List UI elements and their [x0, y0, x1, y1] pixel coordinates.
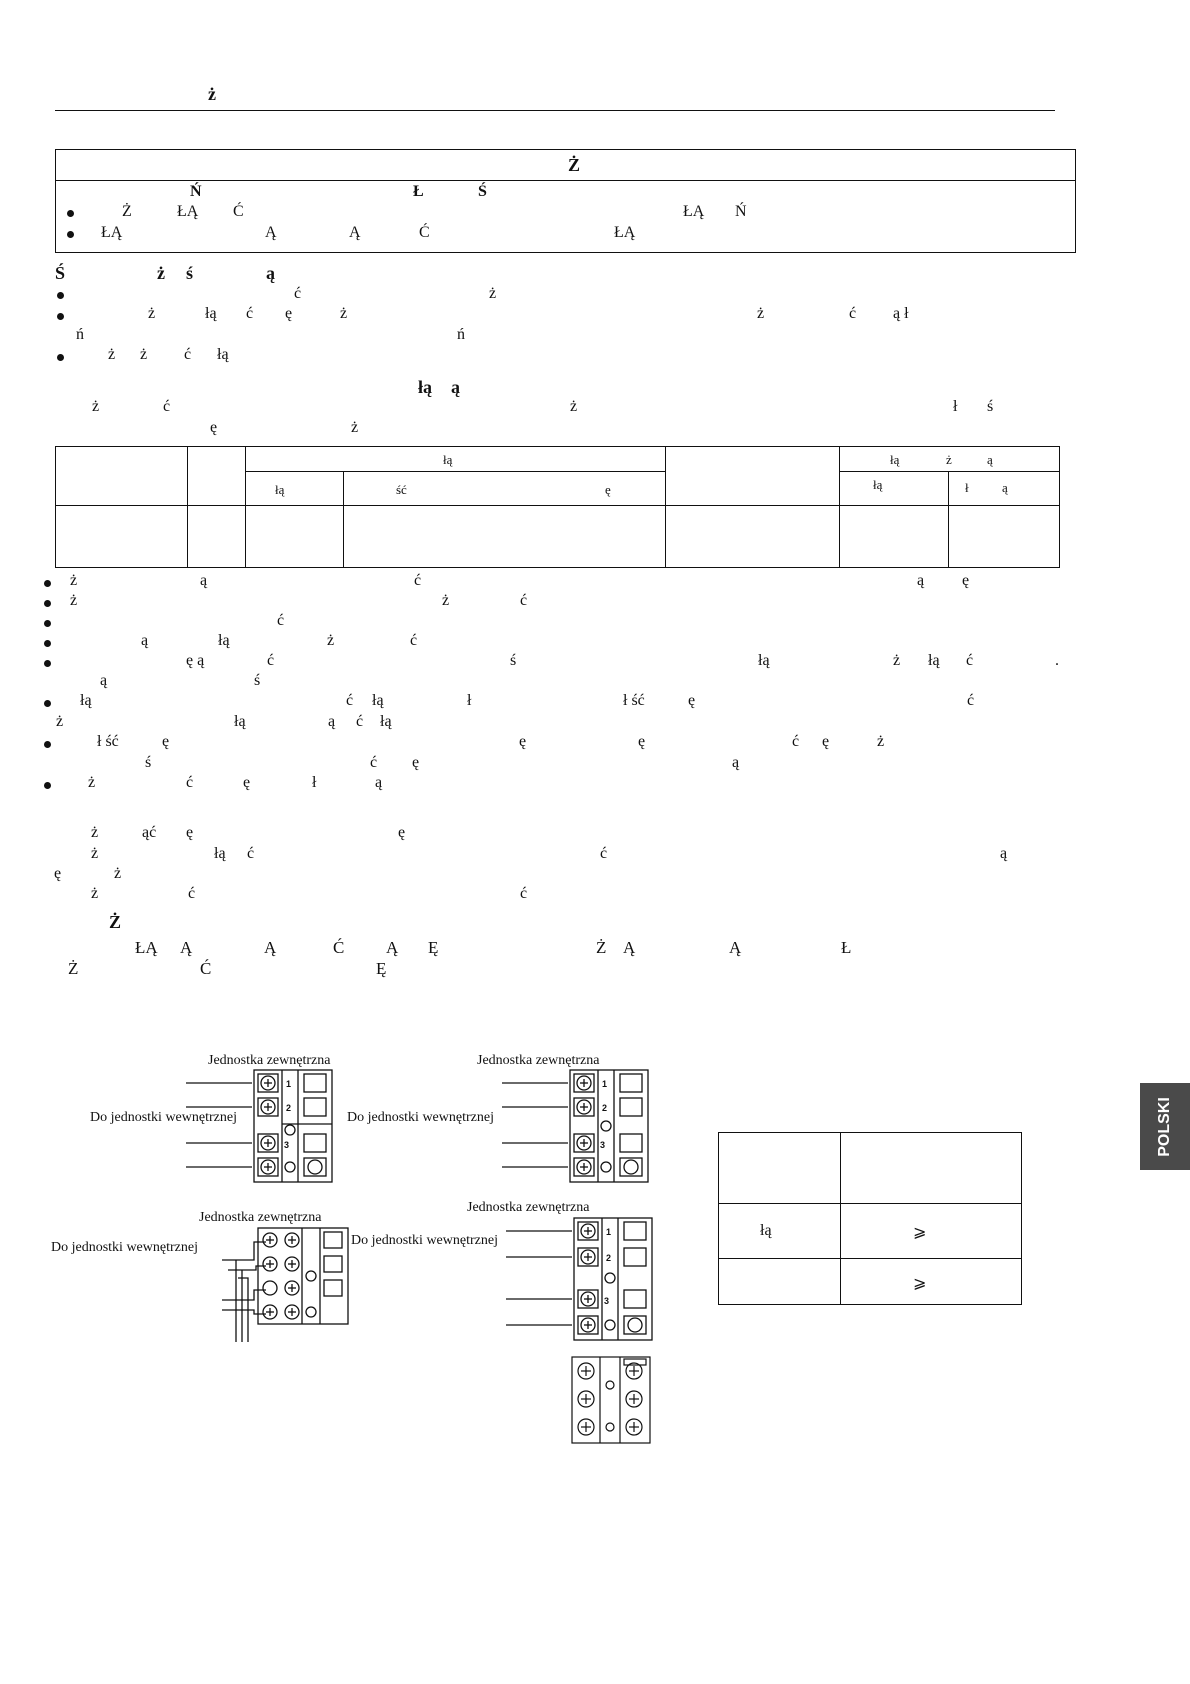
body-text: łą	[205, 305, 217, 322]
terminal-block-diagram	[502, 1068, 652, 1184]
body-text: ś	[254, 672, 261, 689]
body-text: ą	[375, 774, 383, 791]
body-text: ż	[757, 305, 765, 322]
body-text: ć	[184, 346, 192, 363]
warning-text: Ł	[413, 183, 424, 200]
body-text: ś	[987, 398, 994, 415]
warning-box	[55, 149, 1076, 253]
warning-text: Ą	[265, 224, 277, 241]
terminal-block-small-diagram	[568, 1355, 654, 1445]
body-text: ż	[148, 305, 156, 322]
body-text: ż	[114, 865, 122, 882]
body-text: ł	[953, 398, 958, 415]
outdoor-unit-label: Jednostka zewnętrzna	[199, 1210, 322, 1225]
body-text: ć	[277, 612, 285, 629]
body-text: ż	[351, 419, 359, 436]
body-text: ę	[162, 733, 170, 750]
body-text: ę	[822, 733, 830, 750]
body-text: ż	[91, 824, 99, 841]
section-heading: ą	[451, 377, 460, 397]
bullet-dot	[57, 354, 64, 361]
body-text: ą	[328, 713, 336, 730]
bullet-dot	[44, 620, 51, 627]
notice-text: Ą	[623, 938, 636, 957]
body-text: łą	[80, 692, 92, 709]
svg-text:2: 2	[602, 1103, 608, 1113]
body-text: ł	[467, 692, 472, 709]
body-text: ę	[54, 865, 62, 882]
warning-text: Ś	[478, 183, 487, 200]
body-text: ę	[243, 774, 251, 791]
svg-text:1: 1	[606, 1227, 612, 1237]
indoor-unit-label: Do jednostki wewnętrznej	[51, 1240, 198, 1255]
terminal-block-diagram	[218, 1226, 352, 1344]
body-text: ż	[70, 572, 78, 589]
notice-text: Ż	[68, 959, 79, 978]
body-text: ą	[200, 572, 208, 589]
body-text: ł ść	[97, 733, 119, 750]
bullet-dot	[67, 210, 74, 217]
warning-text: ŁĄ	[683, 203, 705, 220]
body-text: łą	[758, 652, 770, 669]
outdoor-unit-label: Jednostka zewnętrzna	[467, 1200, 590, 1215]
body-text: ę	[962, 572, 970, 589]
body-text: ą	[732, 754, 740, 771]
notice-text: Ą	[386, 938, 399, 957]
body-text: ć	[520, 592, 528, 609]
notice-text: Ż	[596, 938, 607, 957]
body-text: ż	[140, 346, 148, 363]
indoor-unit-label: Do jednostki wewnętrznej	[90, 1110, 237, 1125]
body-text: łą	[380, 713, 392, 730]
svg-text:1: 1	[602, 1079, 608, 1089]
body-text: ć	[967, 692, 975, 709]
notice-text: Ę	[376, 959, 387, 978]
body-text: ł	[312, 774, 317, 791]
bullet-dot	[44, 660, 51, 667]
body-text: ż	[489, 285, 497, 302]
body-text: ę	[186, 824, 194, 841]
terminal-block-diagram	[506, 1216, 656, 1344]
section-heading: ą	[266, 263, 275, 283]
body-text: ż	[327, 632, 335, 649]
bullet-dot	[44, 741, 51, 748]
body-text: ż	[70, 592, 78, 609]
body-text: ż	[108, 346, 116, 363]
table-header: ą	[1002, 480, 1008, 495]
table-header: ą	[987, 452, 993, 467]
bullet-dot	[44, 600, 51, 607]
notice-text: Ą	[264, 938, 277, 957]
notice-text: Ą	[180, 938, 193, 957]
body-text: ę	[285, 305, 293, 322]
body-text: ć	[410, 632, 418, 649]
body-text: ż	[570, 398, 578, 415]
body-text: ż	[91, 845, 99, 862]
body-text: ł ść	[623, 692, 645, 709]
body-text: ę	[210, 419, 218, 436]
section-heading: łą	[418, 377, 433, 397]
body-text: ń	[457, 326, 465, 343]
warning-text: Ż	[122, 203, 132, 220]
warning-text: ŁĄ	[101, 224, 123, 241]
body-text: ę ą	[186, 652, 205, 669]
body-text: ń	[76, 326, 84, 343]
body-text: ż	[88, 774, 96, 791]
body-text: ć	[520, 885, 528, 902]
notice-text: Ć	[200, 959, 212, 978]
warning-text: Ń	[190, 183, 202, 200]
body-text: ś	[145, 754, 152, 771]
notice-heading: Ż	[109, 912, 122, 932]
body-text: ą	[917, 572, 925, 589]
table-header: łą	[873, 477, 883, 492]
body-text: ć	[163, 398, 171, 415]
table-header: ść	[396, 482, 407, 497]
table-header: łą	[443, 452, 453, 467]
notice-text: Ą	[729, 938, 742, 957]
body-text: ć	[600, 845, 608, 862]
page-title: ż	[208, 84, 216, 104]
body-text: ć	[246, 305, 254, 322]
body-text: ż	[56, 713, 64, 730]
warning-text: Ń	[735, 203, 747, 220]
body-text: ś	[510, 652, 517, 669]
svg-text:2: 2	[286, 1103, 292, 1113]
body-text: ż	[893, 652, 901, 669]
body-text: ć	[267, 652, 275, 669]
svg-text:3: 3	[600, 1140, 606, 1150]
bullet-dot	[44, 700, 51, 707]
body-text: łą	[372, 692, 384, 709]
warning-text: Ć	[233, 203, 244, 220]
body-text: łą	[234, 713, 246, 730]
body-text: ć	[247, 845, 255, 862]
bullet-dot	[44, 782, 51, 789]
body-text: ż	[91, 885, 99, 902]
body-text: łą	[928, 652, 940, 669]
body-text: ć	[966, 652, 974, 669]
section-heading: ż	[157, 263, 165, 283]
bullet-dot	[44, 580, 51, 587]
table-header: łą	[890, 452, 900, 467]
table-header: ż	[946, 452, 952, 467]
section-heading: ś	[186, 263, 194, 283]
bullet-dot	[67, 231, 74, 238]
body-text: ć	[188, 885, 196, 902]
spec-table-cell: ⩾	[913, 1275, 927, 1292]
warning-text: Ć	[419, 224, 430, 241]
body-text: ę	[638, 733, 646, 750]
section-heading: Ś	[55, 263, 66, 283]
warning-box-divider	[55, 180, 1076, 181]
body-text: ę	[688, 692, 696, 709]
body-text: łą	[214, 845, 226, 862]
body-text: ż	[92, 398, 100, 415]
spec-table-cell: ⩾	[913, 1224, 927, 1241]
svg-text:1: 1	[286, 1079, 292, 1089]
warning-text: Ą	[349, 224, 361, 241]
body-text: ć	[186, 774, 194, 791]
warning-text: ŁĄ	[614, 224, 636, 241]
warning-text: ŁĄ	[177, 203, 199, 220]
body-text: ć	[849, 305, 857, 322]
body-text: ż	[877, 733, 885, 750]
svg-text:2: 2	[606, 1253, 612, 1263]
body-text: .	[1055, 652, 1059, 669]
bullet-dot	[57, 313, 64, 320]
notice-text: ŁĄ	[135, 938, 158, 957]
body-text: ę	[398, 824, 406, 841]
notice-text: Ę	[428, 938, 439, 957]
body-text: ą	[141, 632, 149, 649]
body-text: ą ł	[893, 305, 909, 322]
body-text: ć	[414, 572, 422, 589]
outdoor-unit-label: Jednostka zewnętrzna	[208, 1053, 331, 1068]
body-text: ę	[412, 754, 420, 771]
bullet-dot	[44, 640, 51, 647]
indoor-unit-label: Do jednostki wewnętrznej	[351, 1233, 498, 1248]
body-text: ć	[356, 713, 364, 730]
indoor-unit-label: Do jednostki wewnętrznej	[347, 1110, 494, 1125]
spec-table-cell: łą	[760, 1222, 772, 1239]
body-text: ć	[370, 754, 378, 771]
bullet-dot	[57, 292, 64, 299]
body-text: ć	[792, 733, 800, 750]
table-header: ł	[965, 480, 969, 495]
body-text: ż	[442, 592, 450, 609]
body-text: ż	[340, 305, 348, 322]
terminal-block-diagram	[186, 1068, 336, 1184]
body-text: łą	[217, 346, 229, 363]
header-rule	[55, 110, 1055, 111]
svg-text:3: 3	[284, 1140, 290, 1150]
language-tab: POLSKI	[1140, 1083, 1190, 1170]
table-header: ę	[605, 482, 611, 497]
body-text: ę	[519, 733, 527, 750]
warning-title: Ż	[568, 155, 581, 175]
notice-text: Ł	[841, 938, 852, 957]
body-text: ć	[346, 692, 354, 709]
body-text: ąć	[142, 824, 157, 841]
body-text: ą	[1000, 845, 1008, 862]
body-text: łą	[218, 632, 230, 649]
notice-text: Ć	[333, 938, 345, 957]
table-header: łą	[275, 482, 285, 497]
svg-text:3: 3	[604, 1296, 610, 1306]
body-text: ą	[100, 672, 108, 689]
body-text: ć	[294, 285, 302, 302]
outdoor-unit-label: Jednostka zewnętrzna	[477, 1053, 600, 1068]
